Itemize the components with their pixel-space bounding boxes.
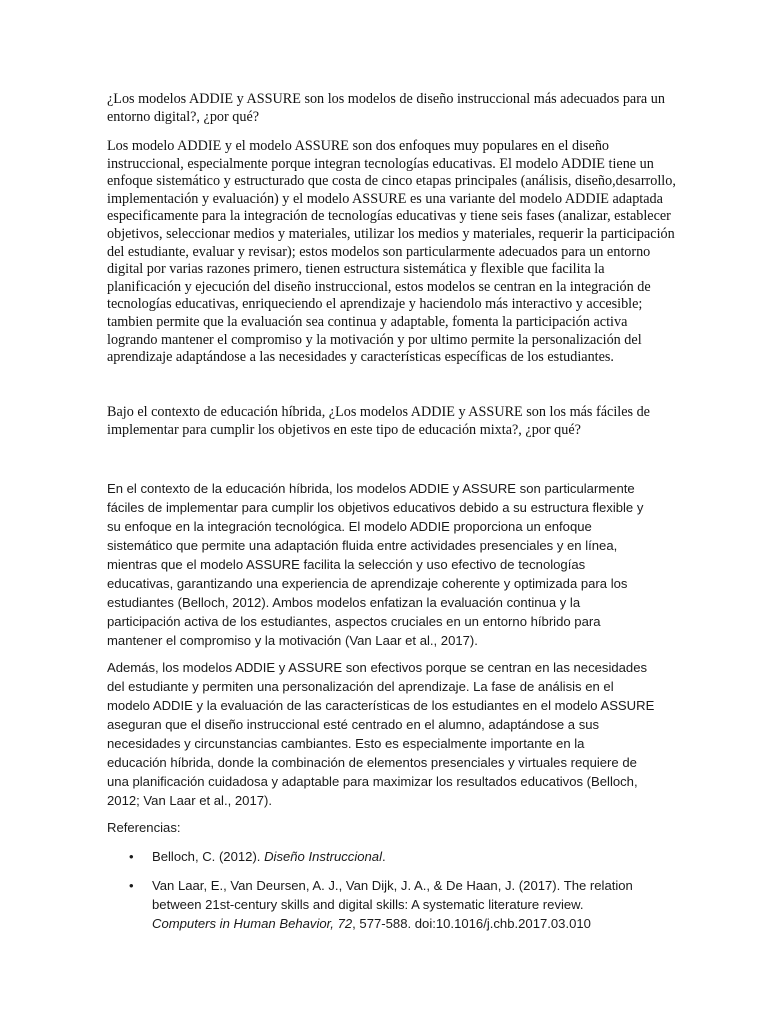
answer-2-line: su enfoque en la integración tecnológica. El modelo ADDIE proporciona un enfoque: [107, 519, 592, 534]
question-1-line: entorno digital?, ¿por qué?: [107, 108, 260, 125]
answer-1-line: objetivos, seleccionar medios y materiales, utilizar los medios y materiales, requerir la participación: [107, 225, 675, 242]
question-1: [107, 91, 663, 126]
answer-3-line: educación híbrida, donde la combinación de elementos presenciales y virtuales requiere de: [107, 755, 637, 770]
answer-1-line: instruccional, especialmente porque integran tecnologías educativas. El modelo ADDIE tiene un: [107, 155, 654, 172]
answer-3-line: una planificación cuidadosa y adaptable para maximizar los resultados educativos (Belloch,: [107, 774, 638, 789]
reference-2-line: Van Laar, E., Van Deursen, A. J., Van Dijk, J. A., & De Haan, J. (2017). The relation: [152, 878, 633, 893]
answer-2-line: mientras que el modelo ASSURE facilita la selección y uso efectivo de tecnologías: [107, 557, 586, 572]
answer-3-line: necesidades y circunstancias cambiantes. Esto es especialmente importante en la: [107, 736, 585, 751]
question-2: [107, 404, 663, 439]
references-heading: [107, 818, 663, 837]
reference-1-title: Diseño Instruccional: [264, 849, 382, 864]
answer-2-line: En el contexto de la educación híbrida, los modelos ADDIE y ASSURE son particularmente: [107, 481, 635, 496]
answer-1-line: tecnologías educativas, enriqueciendo el aprendizaje y haciendolo más interactivo y accesible;: [107, 296, 643, 313]
answer-2-line: sistemático que permite una adaptación fluida entre actividades presenciales y en línea,: [107, 538, 618, 553]
reference-item: [107, 847, 663, 866]
answer-1-line: enfoque sistemático y estructurado que costa de cinco etapas principales (análisis, diseño,desarrollo,: [107, 173, 676, 190]
answer-3: [107, 658, 663, 810]
answer-1-line: aprendizaje adaptándose a las necesidades y características específicas de los estudiantes.: [107, 349, 614, 366]
references-list: [107, 847, 663, 933]
reference-1-suffix: .: [381, 849, 386, 864]
reference-2-line: between 21st-century skills and digital skills: A systematic literature review.: [152, 897, 584, 912]
reference-1-authors: Belloch, C. (2012).: [152, 849, 265, 864]
answer-1-line: implementación y evaluación) y el modelo ASSURE es una variante del modelo ADDIE adaptada: [107, 190, 663, 207]
answer-2-line: fáciles de implementar para cumplir los objetivos educativos debido a su estructura flexible y: [107, 500, 644, 515]
reference-2-citation: [152, 914, 663, 933]
reference-item: [107, 876, 663, 933]
reference-2-pages: , 577-588. doi:10.1016/j.chb.2017.03.010: [352, 916, 591, 931]
answer-2-line: mantener el compromiso y la motivación (Van Laar et al., 2017).: [107, 633, 478, 648]
answer-1-line: Los modelo ADDIE y el modelo ASSURE son dos enfoques muy populares en el diseño: [107, 138, 610, 154]
question-2-line: implementar para cumplir los objetivos en este tipo de educación mixta?, ¿por qué?: [107, 421, 581, 438]
answer-3-line: Además, los modelos ADDIE y ASSURE son efectivos porque se centran en las necesidades: [107, 660, 648, 675]
answer-3-line: aseguran que el diseño instruccional esté centrado en el alumno, adaptándose a sus: [107, 717, 600, 732]
answer-1: [107, 138, 676, 367]
answer-1-line: tambien permite que la evaluación sea continua y adaptable, fomenta la participación activa: [107, 313, 628, 330]
answer-2-line: educativas, garantizando una experiencia de aprendizaje coherente y optimizada para los: [107, 576, 628, 591]
answer-1-line: logrando mantener el compromiso y la motivación y por ultimo permite la personalización del: [107, 331, 642, 348]
answer-2: [107, 479, 663, 650]
answer-3-line: 2012; Van Laar et al., 2017).: [107, 793, 273, 808]
answer-3-line: modelo ADDIE y la evaluación de las características de los estudiantes en el modelo ASSURE: [107, 698, 655, 713]
question-1-line: ¿Los modelos ADDIE y ASSURE son los modelos de diseño instruccional más adecuados para un: [107, 91, 665, 107]
answer-1-line: digital por varias razones primero, tienen estructura sistemática y flexible que facilita la: [107, 261, 605, 278]
question-2-line: Bajo el contexto de educación híbrida, ¿Los modelos ADDIE y ASSURE son los más fáciles de: [107, 404, 650, 420]
bullet-icon: •: [129, 878, 134, 893]
reference-2-journal: Computers in Human Behavior, 72: [152, 916, 353, 931]
answer-1-line: del estudiante, evaluar y revisar); estos modelos son particularmente adecuados para un entorno: [107, 243, 651, 260]
bullet-icon: •: [129, 849, 134, 864]
answer-1-line: planificación y ejecución del diseño instruccional, estos modelos se centran en la integración de: [107, 278, 651, 295]
answer-1-line: especificamente para la integración de tecnologías educativas y tiene seis fases (analizar, establecer: [107, 208, 671, 225]
answer-2-line: estudiantes (Belloch, 2012). Ambos modelos enfatizan la evaluación continua y la: [107, 595, 581, 610]
reference-1-text: [152, 847, 663, 866]
references-heading-text: Referencias:: [107, 820, 181, 835]
answer-3-line: del estudiante y permiten una personalización del aprendizaje. La fase de análisis en el: [107, 679, 614, 694]
answer-2-line: participación activa de los estudiantes, aspectos cruciales en un entorno híbrido para: [107, 614, 601, 629]
